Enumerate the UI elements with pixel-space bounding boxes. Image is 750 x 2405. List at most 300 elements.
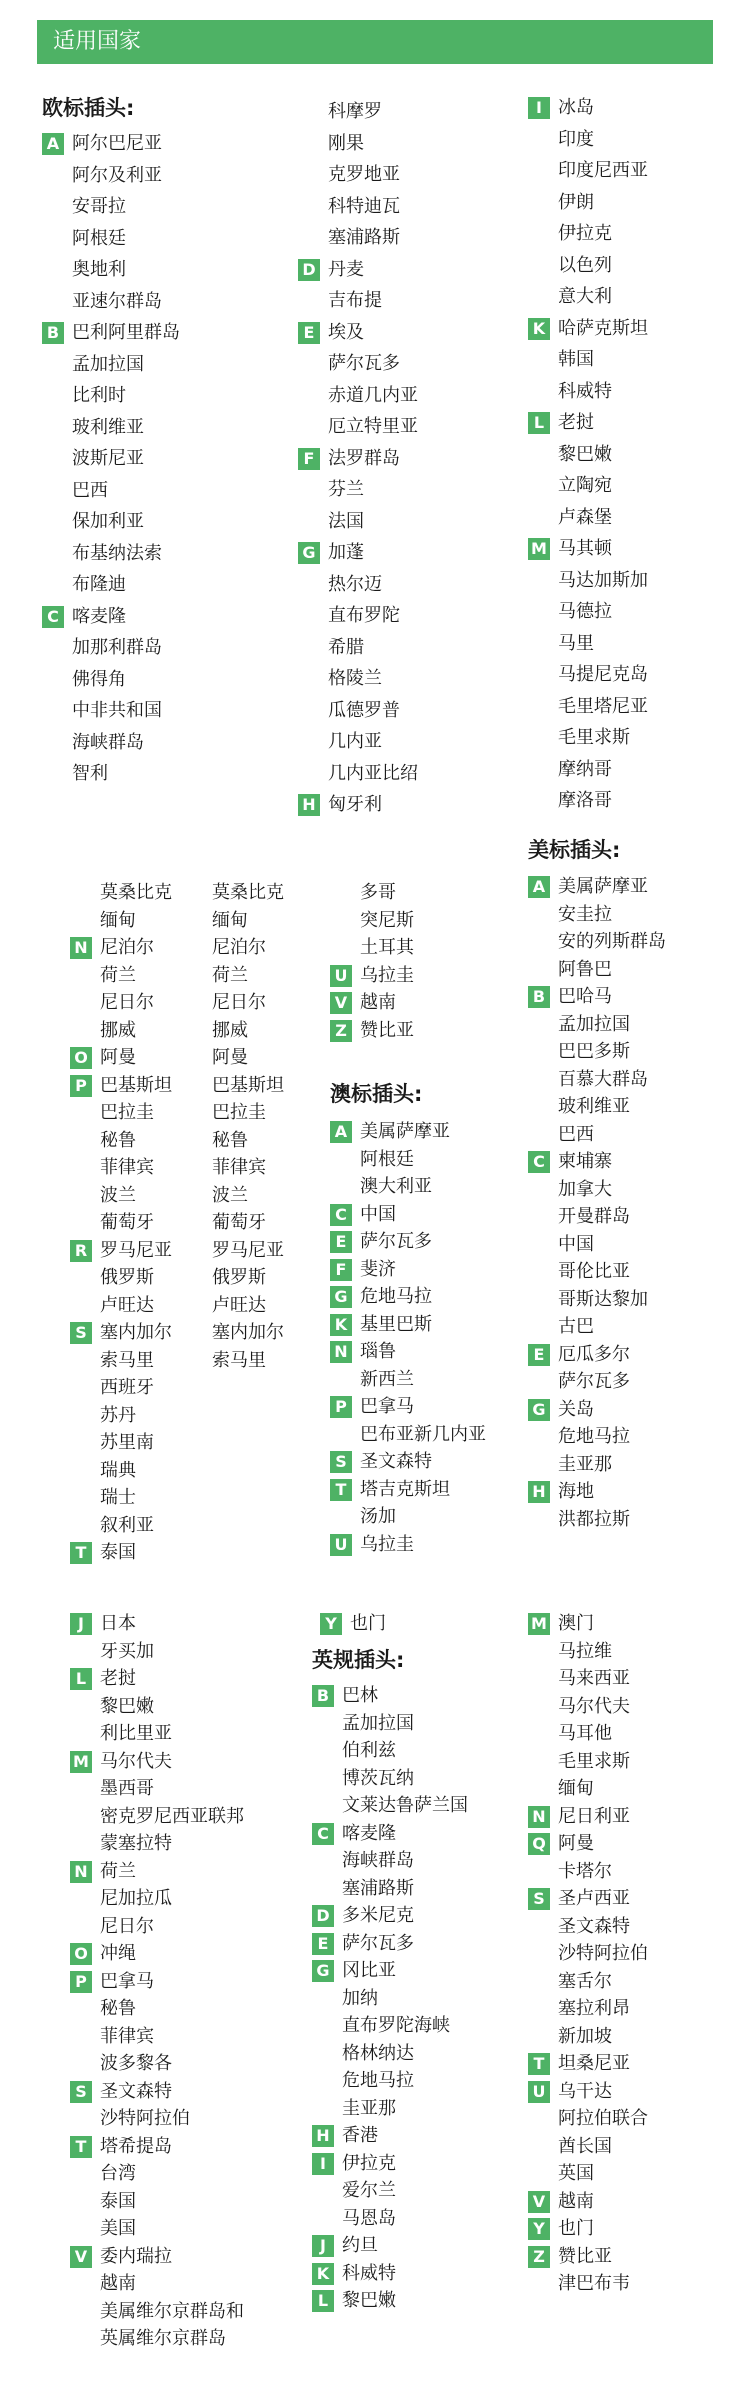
country-name: 挪威 (100, 1019, 136, 1041)
country-name: 巴拉圭 (100, 1102, 154, 1123)
country-name: 毛里塔尼亚 (558, 695, 648, 717)
letter-badge: G (528, 1399, 550, 1421)
country-name: 科威特 (558, 380, 612, 402)
country-name: 美国 (100, 2218, 136, 2239)
letter-badge: V (528, 2191, 550, 2213)
country-name: 秘鲁 (100, 1129, 136, 1151)
letter-badge: S (330, 1451, 352, 1473)
letter-badge: P (70, 1971, 92, 1993)
country-name: 摩纳哥 (558, 758, 612, 780)
country-name: 玻利维亚 (72, 416, 144, 438)
letter-badge: A (42, 133, 64, 155)
country-name: 尼日尔 (100, 992, 154, 1013)
country-name: 百慕大群岛 (558, 1068, 648, 1090)
country-name: 巴布亚新几内亚 (360, 1423, 486, 1445)
country-name: 老挝 (558, 412, 594, 433)
letter-badge: K (528, 318, 550, 340)
country-name: 马其顿 (558, 538, 612, 559)
letter-badge: E (298, 322, 320, 344)
letter-badge: N (528, 1806, 550, 1828)
country-name: 海峡群岛 (72, 731, 144, 753)
country-name: 伊朗 (558, 191, 594, 213)
country-name: 印度 (558, 128, 594, 150)
country-name: 波兰 (100, 1184, 136, 1206)
country-name: 荷兰 (212, 964, 248, 986)
country-name: 马拉维 (558, 1640, 612, 1662)
country-name: 塞内加尔 (212, 1322, 284, 1343)
country-name: 阿根廷 (72, 227, 126, 249)
country-name: 玻利维亚 (558, 1096, 630, 1117)
country-name: 巴西 (72, 479, 108, 501)
country-name: 伊拉克 (558, 223, 612, 244)
letter-badge: C (42, 606, 64, 628)
country-name: 吉布提 (328, 290, 382, 311)
country-name: 尼加拉瓜 (100, 1888, 172, 1909)
country-name: 罗马尼亚 (100, 1239, 172, 1261)
country-name: 莫桑比克 (100, 882, 172, 903)
letter-badge: E (312, 1933, 334, 1955)
country-name: 挪威 (212, 1019, 248, 1041)
letter-badge: V (70, 2246, 92, 2268)
country-name: 美属维尔京群岛和 (100, 2300, 244, 2322)
country-name: 阿尔巴尼亚 (72, 133, 162, 154)
letter-badge: H (312, 2125, 334, 2147)
country-name: 基里巴斯 (360, 1313, 432, 1335)
letter-badge: D (298, 259, 320, 281)
country-name: 圣文森特 (558, 1915, 630, 1937)
letter-badge: A (330, 1121, 352, 1143)
country-name: 巴西 (558, 1123, 594, 1145)
country-name: 菲律宾 (100, 2025, 154, 2047)
letter-badge: K (330, 1314, 352, 1336)
letter-badge: K (312, 2263, 334, 2285)
country-name: 塔吉克斯坦 (360, 1478, 450, 1500)
letter-badge: J (70, 1613, 92, 1635)
letter-badge: H (298, 794, 320, 816)
letter-badge: Q (528, 1833, 550, 1855)
country-name: 马恩岛 (342, 2207, 396, 2229)
country-name: 索马里 (100, 1349, 154, 1371)
country-name: 塞舌尔 (558, 1970, 612, 1992)
country-name: 印度尼西亚 (558, 160, 648, 181)
country-name: 塞内加尔 (100, 1322, 172, 1343)
country-name: 比利时 (72, 385, 126, 406)
country-name: 格陵兰 (328, 668, 382, 689)
country-name: 中国 (360, 1203, 396, 1225)
country-name: 孟加拉国 (342, 1712, 414, 1734)
letter-badge: M (528, 1613, 550, 1635)
country-name: 塞浦路斯 (328, 227, 400, 248)
country-name: 也门 (350, 1613, 386, 1634)
country-name: 新西兰 (360, 1368, 414, 1390)
country-name: 新加坡 (558, 2025, 612, 2047)
country-name: 巴巴多斯 (558, 1041, 630, 1062)
country-name: 阿根廷 (360, 1148, 414, 1170)
country-name: 赤道几内亚 (328, 384, 418, 406)
letter-badge: T (330, 1479, 352, 1501)
country-name: 尼日尔 (100, 1915, 154, 1937)
country-name: 波斯尼亚 (72, 448, 144, 469)
country-name: 海峡群岛 (342, 1850, 414, 1871)
country-name: 科特迪瓦 (328, 195, 400, 217)
country-name: 沙特阿拉伯 (558, 1943, 648, 1964)
letter-badge: V (330, 992, 352, 1014)
country-name: 卢森堡 (558, 506, 612, 528)
country-name: 以色列 (558, 254, 612, 276)
country-name: 多米尼克 (342, 1905, 414, 1926)
country-name: 芬兰 (328, 479, 364, 500)
country-name: 克罗地亚 (328, 164, 400, 185)
country-name: 中非共和国 (72, 700, 162, 721)
letter-badge: U (330, 1534, 352, 1556)
country-name: 热尔迈 (328, 573, 382, 595)
country-name: 波兰 (212, 1184, 248, 1206)
country-name: 尼泊尔 (100, 937, 154, 958)
country-name: 喀麦隆 (342, 1822, 396, 1844)
country-name: 加纳 (342, 1987, 378, 2009)
letter-badge: T (70, 2136, 92, 2158)
country-name: 莫桑比克 (212, 882, 284, 903)
country-name: 智利 (72, 763, 108, 784)
country-name: 阿拉伯联合 (558, 2108, 648, 2129)
country-name: 阿鲁巴 (558, 958, 612, 980)
country-name: 赞比亚 (360, 1019, 414, 1041)
country-name: 尼日利亚 (558, 1805, 630, 1827)
country-name: 开曼群岛 (558, 1206, 630, 1227)
country-name: 冈比亚 (342, 1960, 396, 1981)
letter-badge: Y (320, 1613, 342, 1635)
letter-badge: C (330, 1204, 352, 1226)
country-name: 圣文森特 (360, 1451, 432, 1472)
letter-badge: R (70, 1240, 92, 1262)
country-name: 塞浦路斯 (342, 1877, 414, 1899)
country-name: 美属萨摩亚 (360, 1121, 450, 1142)
country-name: 摩洛哥 (558, 790, 612, 811)
country-name: 巴拿马 (100, 1970, 154, 1992)
country-name: 巴利阿里群岛 (72, 322, 180, 343)
country-name: 马来西亚 (558, 1668, 630, 1689)
country-name: 越南 (360, 992, 396, 1013)
country-name: 保加利亚 (72, 511, 144, 532)
country-name: 罗马尼亚 (212, 1239, 284, 1261)
country-name: 冲绳 (100, 1943, 136, 1964)
country-name: 马里 (558, 632, 594, 654)
letter-badge: C (528, 1151, 550, 1173)
letter-badge: I (312, 2153, 334, 2175)
letter-badge: D (312, 1905, 334, 1927)
country-name: 越南 (558, 2190, 594, 2212)
country-name: 澳大利亚 (360, 1176, 432, 1197)
country-name: 苏丹 (100, 1404, 136, 1426)
country-name: 几内亚 (328, 731, 382, 752)
country-name: 汤加 (360, 1506, 396, 1527)
letter-badge: L (70, 1668, 92, 1690)
country-name: 卡塔尔 (558, 1860, 612, 1882)
letter-badge: C (312, 1823, 334, 1845)
country-name: 菲律宾 (100, 1157, 154, 1178)
letter-badge: U (528, 2081, 550, 2103)
letter-badge: N (70, 1861, 92, 1883)
country-name: 多哥 (360, 882, 396, 903)
country-name: 爱尔兰 (342, 2180, 396, 2201)
letter-badge: B (528, 986, 550, 1008)
country-name: 加蓬 (328, 542, 364, 563)
country-name: 萨尔瓦多 (342, 1932, 414, 1954)
country-name: 菲律宾 (212, 1157, 266, 1178)
letter-badge: E (330, 1231, 352, 1253)
country-name: 毛里求斯 (558, 727, 630, 748)
letter-badge: J (312, 2235, 334, 2257)
section-title: 澳标插头: (330, 1082, 423, 1106)
country-name: 安哥拉 (72, 196, 126, 217)
header-title: 适用国家 (53, 29, 142, 54)
country-name: 阿曼 (558, 1833, 594, 1854)
country-name: 直布罗陀海峡 (342, 2015, 450, 2036)
country-name: 波多黎各 (100, 2053, 172, 2074)
country-name: 乌干达 (558, 2080, 612, 2102)
country-name: 也门 (558, 2218, 594, 2239)
country-name: 厄瓜多尔 (558, 1343, 630, 1365)
country-name: 乌拉圭 (360, 1533, 414, 1555)
country-name: 秘鲁 (100, 1998, 136, 2019)
country-name: 英国 (558, 2163, 594, 2184)
country-name: 泰国 (100, 2190, 136, 2212)
country-name: 圣卢西亚 (558, 1888, 630, 1909)
country-name: 圣文森特 (100, 2080, 172, 2102)
letter-badge: O (70, 1943, 92, 1965)
country-name: 瑙鲁 (360, 1341, 396, 1362)
country-name: 法罗群岛 (328, 447, 400, 469)
letter-badge: Z (528, 2246, 550, 2268)
country-name: 密克罗尼西亚联邦 (100, 1805, 244, 1827)
country-name: 酋长国 (558, 2135, 612, 2157)
country-name: 巴林 (342, 1685, 378, 1706)
country-name: 埃及 (328, 321, 364, 343)
country-name: 蒙塞拉特 (100, 1833, 172, 1854)
country-name: 毛里求斯 (558, 1750, 630, 1772)
country-name: 英属维尔京群岛 (100, 2328, 226, 2349)
country-name: 赞比亚 (558, 2245, 612, 2267)
country-name: 古巴 (558, 1316, 594, 1337)
country-name: 阿曼 (212, 1047, 248, 1068)
country-name: 台湾 (100, 2163, 136, 2184)
letter-badge: L (528, 412, 550, 434)
country-name: 尼泊尔 (212, 937, 266, 958)
country-name: 苏里南 (100, 1432, 154, 1453)
country-name: 匈牙利 (328, 794, 382, 815)
letter-badge: L (312, 2290, 334, 2312)
letter-badge: Y (528, 2218, 550, 2240)
country-name: 俄罗斯 (100, 1267, 154, 1288)
country-name: 危地马拉 (360, 1286, 432, 1307)
country-name: 津巴布韦 (558, 2273, 630, 2294)
country-name: 约旦 (342, 2235, 378, 2256)
country-name: 索马里 (212, 1349, 266, 1371)
country-name: 牙买加 (100, 1640, 154, 1662)
country-name: 中国 (558, 1233, 594, 1255)
country-name: 澳门 (558, 1613, 594, 1634)
country-name: 黎巴嫩 (100, 1695, 154, 1717)
country-name: 巴拉圭 (212, 1102, 266, 1123)
country-name: 塔希提岛 (100, 2135, 172, 2157)
country-name: 文莱达鲁萨兰国 (342, 1795, 468, 1816)
country-name: 危地马拉 (558, 1426, 630, 1447)
country-name: 博茨瓦纳 (342, 1767, 414, 1789)
country-name: 瓜德罗普 (328, 699, 400, 721)
country-name: 布基纳法索 (72, 542, 162, 564)
country-name: 秘鲁 (212, 1129, 248, 1151)
country-name: 萨尔瓦多 (558, 1371, 630, 1392)
country-name: 马提尼克岛 (558, 664, 648, 685)
country-name: 卢旺达 (212, 1294, 266, 1316)
country-name: 突尼斯 (360, 909, 414, 931)
country-name: 巴哈马 (558, 986, 612, 1007)
country-name: 刚果 (328, 132, 364, 154)
country-name: 马达加斯加 (558, 569, 648, 591)
country-name: 孟加拉国 (72, 353, 144, 375)
letter-badge: F (330, 1259, 352, 1281)
country-name: 马耳他 (558, 1723, 612, 1744)
country-name: 卢旺达 (100, 1294, 154, 1316)
country-name: 冰岛 (558, 97, 594, 118)
country-name: 尼日尔 (212, 992, 266, 1013)
country-name: 黎巴嫩 (558, 443, 612, 465)
letter-badge: P (70, 1075, 92, 1097)
letter-badge: E (528, 1344, 550, 1366)
country-name: 缅甸 (212, 909, 248, 931)
country-name: 葡萄牙 (100, 1212, 154, 1233)
country-name: 马尔代夫 (558, 1695, 630, 1717)
country-name: 巴基斯坦 (212, 1074, 284, 1096)
letter-badge: Z (330, 1020, 352, 1042)
country-name: 利比里亚 (100, 1723, 172, 1744)
country-name: 危地马拉 (342, 2070, 414, 2091)
country-name: 萨尔瓦多 (360, 1231, 432, 1252)
country-name: 格林纳达 (342, 2042, 414, 2064)
country-name: 孟加拉国 (558, 1013, 630, 1035)
country-name: 巴基斯坦 (100, 1074, 172, 1096)
section-title: 英规插头: (312, 1648, 405, 1672)
country-name: 海地 (558, 1481, 594, 1502)
letter-badge: F (298, 448, 320, 470)
country-name: 伊拉克 (342, 2152, 396, 2174)
letter-badge: H (528, 1481, 550, 1503)
country-name: 加那利群岛 (72, 637, 162, 658)
country-name: 奥地利 (72, 259, 126, 280)
country-name: 瑞典 (100, 1459, 136, 1481)
country-name: 日本 (100, 1613, 136, 1634)
country-name: 哥伦比亚 (558, 1261, 630, 1282)
country-name: 加拿大 (558, 1178, 612, 1200)
country-name: 荷兰 (100, 964, 136, 986)
country-name: 伯利兹 (342, 1740, 396, 1761)
country-name: 泰国 (100, 1542, 136, 1563)
country-name: 安的列斯群岛 (558, 931, 666, 952)
section-title: 美标插头: (528, 838, 621, 862)
country-name: 厄立特里亚 (328, 416, 418, 437)
country-name: 墨西哥 (100, 1778, 154, 1799)
country-name: 萨尔瓦多 (328, 353, 400, 374)
section-title: 欧标插头: (42, 96, 135, 120)
letter-badge: N (70, 937, 92, 959)
letter-badge: S (70, 1322, 92, 1344)
country-name: 哥斯达黎加 (558, 1288, 648, 1310)
letter-badge: A (528, 876, 550, 898)
country-name: 黎巴嫩 (342, 2290, 396, 2311)
country-name: 乌拉圭 (360, 964, 414, 986)
country-name: 土耳其 (360, 937, 414, 958)
letter-badge: G (330, 1286, 352, 1308)
header-bar (37, 20, 713, 64)
country-name: 委内瑞拉 (100, 2245, 172, 2267)
letter-badge: U (330, 965, 352, 987)
letter-badge: I (528, 97, 550, 119)
country-name: 希腊 (328, 636, 364, 658)
country-name: 瑞士 (100, 1487, 136, 1508)
letter-badge: N (330, 1341, 352, 1363)
country-name: 塞拉利昂 (558, 1998, 630, 2019)
country-name: 喀麦隆 (72, 605, 126, 627)
letter-badge: T (70, 1542, 92, 1564)
letter-badge: S (70, 2081, 92, 2103)
letter-badge: M (528, 538, 550, 560)
country-name: 马德拉 (558, 601, 612, 622)
country-name: 韩国 (558, 349, 594, 370)
country-name: 意大利 (558, 286, 612, 307)
letter-badge: G (298, 542, 320, 564)
country-name: 柬埔寨 (558, 1151, 612, 1172)
country-name: 俄罗斯 (212, 1267, 266, 1288)
country-name: 科威特 (342, 2262, 396, 2284)
country-name: 布隆迪 (72, 574, 126, 595)
country-name: 阿尔及利亚 (72, 164, 162, 186)
letter-badge: P (330, 1396, 352, 1418)
country-name: 西班牙 (100, 1377, 154, 1398)
letter-badge: B (42, 322, 64, 344)
country-name: 几内亚比绍 (328, 762, 418, 784)
country-name: 亚速尔群岛 (72, 290, 162, 312)
letter-badge: T (528, 2053, 550, 2075)
letter-badge: G (312, 1960, 334, 1982)
country-name: 缅甸 (558, 1778, 594, 1799)
letter-badge: B (312, 1685, 334, 1707)
country-name: 美属萨摩亚 (558, 876, 648, 897)
country-name: 斐济 (360, 1258, 396, 1280)
country-name: 科摩罗 (328, 101, 382, 122)
letter-badge: M (70, 1751, 92, 1773)
country-name: 洪都拉斯 (558, 1508, 630, 1530)
country-name: 越南 (100, 2273, 136, 2294)
country-name: 关岛 (558, 1398, 594, 1420)
country-name: 老挝 (100, 1668, 136, 1689)
country-name: 巴拿马 (360, 1396, 414, 1417)
letter-badge: O (70, 1047, 92, 1069)
country-name: 沙特阿拉伯 (100, 2108, 190, 2129)
letter-badge: S (528, 1888, 550, 1910)
country-name: 圭亚那 (558, 1453, 612, 1475)
country-name: 安圭拉 (558, 903, 612, 925)
country-name: 圭亚那 (342, 2097, 396, 2119)
country-name: 法国 (328, 510, 364, 532)
country-name: 香港 (342, 2125, 378, 2146)
country-name: 缅甸 (100, 909, 136, 931)
country-name: 葡萄牙 (212, 1212, 266, 1233)
country-name: 哈萨克斯坦 (558, 317, 648, 339)
country-name: 立陶宛 (558, 475, 612, 496)
country-name: 阿曼 (100, 1047, 136, 1068)
country-name: 叙利亚 (100, 1514, 154, 1536)
country-name: 直布罗陀 (328, 605, 400, 626)
